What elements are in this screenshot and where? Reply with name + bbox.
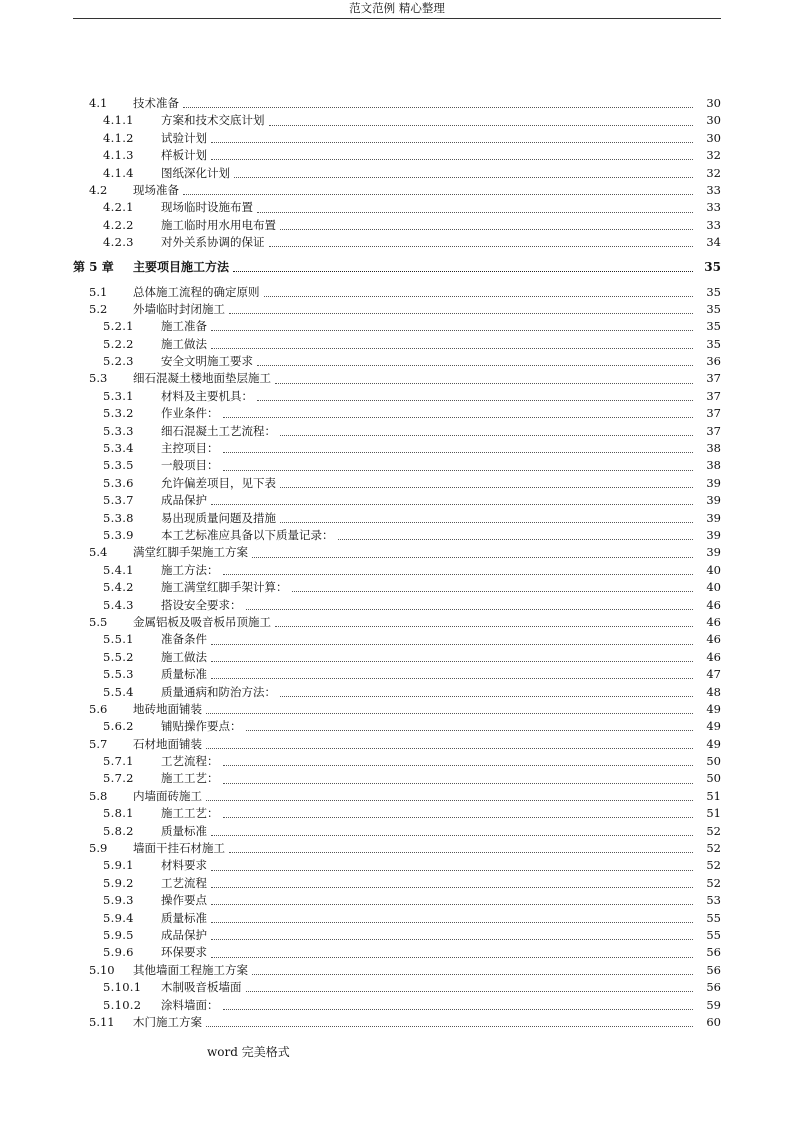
- toc-entry[interactable]: [73, 112, 721, 129]
- toc-entry-title: 施工做法: [161, 649, 207, 664]
- toc-entry-title: 准备条件: [161, 632, 207, 647]
- toc-entry-title: 质量标准: [161, 910, 207, 925]
- toc-entry-page: 60: [706, 1014, 721, 1029]
- toc-entry[interactable]: [73, 336, 721, 353]
- toc-entry-title: 样板计划: [161, 148, 207, 163]
- toc-entry-title: 金属铝板及吸音板吊顶施工: [133, 614, 271, 629]
- toc-leader-dots: [223, 470, 694, 471]
- toc-entry-number: 5.5: [89, 614, 108, 629]
- toc-entry-page: 53: [706, 893, 721, 908]
- toc-entry[interactable]: [73, 370, 721, 387]
- toc-entry-page: 47: [706, 667, 721, 682]
- toc-entry[interactable]: [73, 457, 721, 474]
- toc-leader-dots: [211, 835, 693, 836]
- toc-leader-dots: [275, 383, 693, 384]
- toc-entry-title: 质量标准: [161, 667, 207, 682]
- toc-entry-title: 细石混凝土楼地面垫层施工: [133, 371, 271, 386]
- toc-entry-page: 37: [706, 423, 721, 438]
- toc-entry-number: 5.9.4: [103, 910, 134, 925]
- toc-leader-dots: [223, 817, 694, 818]
- toc-entry[interactable]: [73, 147, 721, 164]
- toc-leader-dots: [211, 678, 693, 679]
- toc-entry[interactable]: [73, 684, 721, 701]
- toc-leader-dots: [280, 487, 693, 488]
- toc-entry-page: 35: [706, 284, 721, 299]
- toc-entry-page: 51: [706, 788, 721, 803]
- toc-entry-number: 4.2.3: [103, 235, 134, 250]
- toc-entry-number: 5.4.1: [103, 562, 134, 577]
- toc-entry-title: 木制吸音板墙面: [161, 980, 242, 995]
- toc-entry-number: 5.3.6: [103, 475, 134, 490]
- toc-entry[interactable]: [73, 718, 721, 735]
- toc-entry[interactable]: [73, 579, 721, 596]
- toc-entry-title: 环保要求: [161, 945, 207, 960]
- toc-entry[interactable]: [73, 301, 721, 318]
- toc-entry-title: 施工做法: [161, 336, 207, 351]
- toc-entry-page: 30: [706, 96, 721, 110]
- toc-entry-number: 5.4.3: [103, 597, 134, 612]
- toc-entry-number: 4.2.1: [103, 200, 134, 215]
- toc-entry-number: 第 5 章: [73, 259, 114, 274]
- toc-entry-number: 5.3.2: [103, 406, 134, 421]
- toc-entry-page: 35: [706, 336, 721, 351]
- toc-leader-dots: [211, 661, 693, 662]
- toc-entry-number: 5.10.2: [103, 997, 142, 1012]
- toc-entry-number: 5.5.4: [103, 684, 134, 699]
- toc-entry[interactable]: [73, 910, 721, 927]
- toc-entry-title: 施工方法：: [161, 562, 219, 577]
- toc-leader-dots: [252, 557, 693, 558]
- toc-entry[interactable]: [73, 736, 721, 753]
- toc-entry-number: 5.4.2: [103, 580, 134, 595]
- toc-entry[interactable]: [73, 318, 721, 335]
- toc-entry-page: 56: [706, 945, 721, 960]
- toc-entry-number: 5.5.2: [103, 649, 134, 664]
- toc-entry-page: 39: [706, 527, 721, 542]
- toc-entry-page: 52: [706, 858, 721, 873]
- toc-entry-title: 总体施工流程的确定原则: [133, 284, 260, 299]
- toc-entry-page: 35: [704, 259, 721, 274]
- toc-entry-title: 材料及主要机具：: [161, 388, 253, 403]
- toc-entry-title: 成品保护: [161, 493, 207, 508]
- toc-leader-dots: [257, 365, 693, 366]
- toc-entry-page: 35: [706, 319, 721, 334]
- toc-entry-title: 成品保护: [161, 927, 207, 942]
- toc-entry-page: 35: [706, 301, 721, 316]
- toc-leader-dots: [269, 246, 694, 247]
- toc-entry-number: 4.1.4: [103, 165, 134, 180]
- toc-leader-dots: [257, 400, 693, 401]
- toc-leader-dots: [246, 609, 694, 610]
- toc-entry-title: 主要项目施工方法: [133, 259, 230, 274]
- toc-entry-page: 48: [706, 684, 721, 699]
- toc-entry[interactable]: [73, 823, 721, 840]
- toc-entry-page: 56: [706, 980, 721, 995]
- toc-entry[interactable]: [73, 962, 721, 979]
- toc-entry-page: 51: [706, 806, 721, 821]
- toc-entry-number: 5.7: [89, 736, 108, 751]
- toc-entry[interactable]: [73, 649, 721, 666]
- toc-entry-title: 铺贴操作要点：: [161, 719, 242, 734]
- toc-leader-dots: [211, 142, 693, 143]
- toc-entry[interactable]: [73, 944, 721, 961]
- toc-entry-title: 作业条件：: [161, 406, 219, 421]
- toc-leader-dots: [257, 212, 693, 213]
- toc-leader-dots: [269, 125, 694, 126]
- toc-entry[interactable]: [73, 1014, 721, 1031]
- toc-entry-title: 操作要点: [161, 893, 207, 908]
- toc-entry-page: 55: [706, 927, 721, 942]
- toc-entry[interactable]: [73, 95, 721, 112]
- toc-leader-dots: [211, 330, 693, 331]
- toc-leader-dots: [211, 644, 693, 645]
- toc-entry-page: 55: [706, 910, 721, 925]
- toc-entry-number: 5.3: [89, 371, 108, 386]
- toc-entry-page: 56: [706, 962, 721, 977]
- toc-entry[interactable]: [73, 475, 721, 492]
- toc-entry-title: 现场准备: [133, 182, 179, 197]
- toc-entry-page: 39: [706, 510, 721, 525]
- toc-entry[interactable]: [73, 788, 721, 805]
- toc-entry-number: 5.1: [89, 284, 108, 299]
- toc-entry-page: 46: [706, 632, 721, 647]
- toc-entry-number: 4.1.2: [103, 130, 134, 145]
- toc-entry[interactable]: [73, 388, 721, 405]
- toc-entry-title: 材料要求: [161, 858, 207, 873]
- toc-leader-dots: [223, 765, 694, 766]
- toc-entry-page: 34: [706, 235, 721, 250]
- toc-entry[interactable]: [73, 510, 721, 527]
- toc-entry-title: 其他墙面工程施工方案: [133, 962, 248, 977]
- toc-entry[interactable]: [73, 165, 721, 182]
- toc-leader-dots: [183, 194, 693, 195]
- toc-entry[interactable]: [73, 217, 721, 234]
- toc-leader-dots: [223, 417, 694, 418]
- toc-entry-number: 5.2.3: [103, 354, 134, 369]
- toc-entry-number: 5.9.1: [103, 858, 134, 873]
- toc-entry[interactable]: [73, 840, 721, 857]
- toc-entry-number: 5.3.4: [103, 441, 134, 456]
- toc-entry-number: 4.2.2: [103, 217, 134, 232]
- toc-leader-dots: [229, 313, 693, 314]
- page-header: 范文范例 精心整理: [73, 0, 721, 19]
- toc-entry-page: 40: [706, 580, 721, 595]
- toc-entry-page: 50: [706, 754, 721, 769]
- toc-entry-number: 5.8.1: [103, 806, 134, 821]
- toc-entry[interactable]: [73, 979, 721, 996]
- toc-entry-page: 33: [706, 217, 721, 232]
- toc-leader-dots: [211, 904, 693, 905]
- toc-entry-title: 施工工艺：: [161, 771, 219, 786]
- toc-entry[interactable]: [73, 666, 721, 683]
- toc-entry-title: 技术准备: [133, 96, 179, 110]
- toc-entry-page: 33: [706, 200, 721, 215]
- toc-entry-title: 外墙临时封闭施工: [133, 301, 225, 316]
- toc-entry[interactable]: [73, 284, 721, 301]
- toc-entry-number: 5.4: [89, 545, 108, 560]
- toc-entry-page: 32: [706, 148, 721, 163]
- toc-leader-dots: [252, 974, 693, 975]
- toc-entry[interactable]: [73, 701, 721, 718]
- toc-entry-title: 易出现质量问题及措施: [161, 510, 276, 525]
- toc-leader-dots: [211, 939, 693, 940]
- toc-entry-number: 5.9.3: [103, 893, 134, 908]
- toc-entry-number: 5.3.8: [103, 510, 134, 525]
- toc-entry[interactable]: [73, 544, 721, 561]
- toc-entry-page: 59: [706, 997, 721, 1012]
- toc-entry-title: 施工满堂红脚手架计算：: [161, 580, 288, 595]
- toc-entry[interactable]: [73, 182, 721, 199]
- toc-entry-number: 5.6.2: [103, 719, 134, 734]
- toc-entry-number: 4.1.1: [103, 113, 134, 128]
- toc-entry-number: 5.6: [89, 701, 108, 716]
- toc-entry-title: 满堂红脚手架施工方案: [133, 545, 248, 560]
- toc-entry-page: 37: [706, 371, 721, 386]
- toc-entry-page: 52: [706, 875, 721, 890]
- toc-leader-dots: [280, 696, 693, 697]
- toc-leader-dots: [280, 435, 693, 436]
- toc-leader-dots: [292, 591, 694, 592]
- toc-entry-title: 质量通病和防治方法：: [161, 684, 276, 699]
- toc-entry-number: 5.9.6: [103, 945, 134, 960]
- toc-entry-title: 施工准备: [161, 319, 207, 334]
- toc-entry-number: 5.9: [89, 841, 108, 856]
- toc-leader-dots: [211, 348, 693, 349]
- toc-entry[interactable]: [73, 405, 721, 422]
- toc-entry[interactable]: [73, 353, 721, 370]
- page-footer: word 完美格式: [207, 1045, 290, 1059]
- toc-entry-title: 对外关系协调的保证: [161, 235, 265, 250]
- toc-entry-title: 工艺流程: [161, 875, 207, 890]
- toc-entry-page: 36: [706, 354, 721, 369]
- toc-entry[interactable]: [73, 440, 721, 457]
- toc-entry[interactable]: [73, 753, 721, 770]
- toc-entry-title: 地砖地面铺装: [133, 701, 202, 716]
- toc-entry-number: 5.8.2: [103, 823, 134, 838]
- toc-entry-page: 37: [706, 406, 721, 421]
- toc-entry-title: 内墙面砖施工: [133, 788, 202, 803]
- toc-leader-dots: [234, 177, 693, 178]
- toc-entry-title: 木门施工方案: [133, 1014, 202, 1029]
- toc-entry-number: 5.8: [89, 788, 108, 803]
- toc-entry-title: 搭设安全要求：: [161, 597, 242, 612]
- toc-entry-title: 施工临时用水用电布置: [161, 217, 276, 232]
- toc-entry-title: 涂料墙面：: [161, 997, 219, 1012]
- toc-entry-number: 5.3.7: [103, 493, 134, 508]
- toc-leader-dots: [206, 748, 693, 749]
- toc-entry-title: 安全文明施工要求: [161, 354, 253, 369]
- toc-leader-dots: [211, 957, 693, 958]
- toc-entry-number: 4.2: [89, 182, 108, 197]
- toc-entry-title: 质量标准: [161, 823, 207, 838]
- toc-entry-title: 图纸深化计划: [161, 165, 230, 180]
- toc-entry-page: 52: [706, 823, 721, 838]
- toc-entry[interactable]: [73, 597, 721, 614]
- toc-entry-page: 49: [706, 701, 721, 716]
- toc-entry-page: 32: [706, 165, 721, 180]
- toc-entry-title: 墙面干挂石材施工: [133, 841, 225, 856]
- toc-entry-title: 本工艺标准应具备以下质量记录：: [161, 527, 334, 542]
- toc-entry-page: 39: [706, 475, 721, 490]
- toc-entry[interactable]: [73, 770, 721, 787]
- toc-entry-number: 5.3.1: [103, 388, 134, 403]
- toc-entry[interactable]: [73, 562, 721, 579]
- toc-leader-dots: [206, 1026, 693, 1027]
- table-of-contents: [73, 95, 721, 1031]
- toc-entry-page: 37: [706, 388, 721, 403]
- toc-entry-number: 4.1: [89, 96, 108, 110]
- toc-chapter-entry[interactable]: [73, 258, 721, 278]
- toc-entry[interactable]: [73, 130, 721, 147]
- toc-entry-number: 5.9.2: [103, 875, 134, 890]
- toc-entry-title: 工艺流程：: [161, 754, 219, 769]
- toc-entry-page: 38: [706, 458, 721, 473]
- toc-entry-page: 46: [706, 597, 721, 612]
- toc-leader-dots: [223, 783, 694, 784]
- toc-entry[interactable]: [73, 492, 721, 509]
- toc-entry[interactable]: [73, 805, 721, 822]
- toc-entry-number: 5.2.2: [103, 336, 134, 351]
- toc-entry-title: 石材地面铺装: [133, 736, 202, 751]
- toc-entry-title: 细石混凝土工艺流程：: [161, 423, 276, 438]
- toc-entry[interactable]: [73, 631, 721, 648]
- toc-entry[interactable]: [73, 423, 721, 440]
- toc-leader-dots: [223, 574, 694, 575]
- toc-entry-title: 试验计划: [161, 130, 207, 145]
- toc-entry-number: 5.7.1: [103, 754, 134, 769]
- toc-entry-number: 5.5.1: [103, 632, 134, 647]
- toc-entry[interactable]: [73, 614, 721, 631]
- toc-entry-page: 39: [706, 493, 721, 508]
- toc-entry-number: 5.11: [89, 1014, 115, 1029]
- toc-leader-dots: [206, 713, 693, 714]
- toc-entry-title: 方案和技术交底计划: [161, 113, 265, 128]
- toc-entry[interactable]: [73, 234, 721, 251]
- toc-leader-dots: [280, 522, 693, 523]
- toc-leader-dots: [183, 107, 693, 108]
- toc-leader-dots: [211, 504, 693, 505]
- toc-leader-dots: [211, 159, 693, 160]
- toc-entry-title: 主控项目：: [161, 441, 219, 456]
- toc-entry-number: 5.10: [89, 962, 115, 977]
- toc-leader-dots: [211, 887, 693, 888]
- toc-leader-dots: [264, 296, 694, 297]
- toc-entry-title: 允许偏差项目，见下表: [161, 475, 276, 490]
- toc-entry[interactable]: [73, 527, 721, 544]
- toc-entry[interactable]: [73, 927, 721, 944]
- toc-entry-page: 30: [706, 130, 721, 145]
- toc-entry-number: 5.5.3: [103, 667, 134, 682]
- toc-entry-number: 5.10.1: [103, 980, 142, 995]
- toc-leader-dots: [246, 730, 694, 731]
- toc-entry-page: 38: [706, 441, 721, 456]
- toc-entry-page: 33: [706, 182, 721, 197]
- toc-entry[interactable]: [73, 857, 721, 874]
- toc-entry-page: 46: [706, 649, 721, 664]
- toc-leader-dots: [206, 800, 693, 801]
- toc-entry[interactable]: [73, 875, 721, 892]
- toc-entry-page: 40: [706, 562, 721, 577]
- toc-entry-page: 49: [706, 736, 721, 751]
- toc-entry-number: 5.9.5: [103, 927, 134, 942]
- toc-entry-page: 50: [706, 771, 721, 786]
- toc-leader-dots: [211, 870, 693, 871]
- toc-entry-number: 4.1.3: [103, 148, 134, 163]
- toc-entry-title: 施工工艺：: [161, 806, 219, 821]
- toc-entry-title: 一般项目：: [161, 458, 219, 473]
- toc-leader-dots: [233, 271, 693, 272]
- toc-leader-dots: [223, 452, 694, 453]
- toc-entry-number: 5.2.1: [103, 319, 134, 334]
- toc-leader-dots: [246, 991, 694, 992]
- toc-entry-page: 49: [706, 719, 721, 734]
- toc-entry-page: 52: [706, 841, 721, 856]
- toc-entry-page: 46: [706, 614, 721, 629]
- toc-entry[interactable]: [73, 997, 721, 1014]
- toc-entry-page: 30: [706, 113, 721, 128]
- toc-leader-dots: [229, 852, 693, 853]
- toc-leader-dots: [275, 626, 693, 627]
- toc-leader-dots: [223, 1009, 694, 1010]
- toc-entry-page: 39: [706, 545, 721, 560]
- toc-entry-number: 5.3.5: [103, 458, 134, 473]
- toc-entry-title: 现场临时设施布置: [161, 200, 253, 215]
- toc-leader-dots: [338, 539, 694, 540]
- toc-entry[interactable]: [73, 892, 721, 909]
- toc-entry[interactable]: [73, 199, 721, 216]
- toc-entry-number: 5.3.9: [103, 527, 134, 542]
- toc-entry-number: 5.2: [89, 301, 108, 316]
- toc-entry-number: 5.7.2: [103, 771, 134, 786]
- toc-leader-dots: [211, 922, 693, 923]
- toc-leader-dots: [280, 229, 693, 230]
- toc-entry-number: 5.3.3: [103, 423, 134, 438]
